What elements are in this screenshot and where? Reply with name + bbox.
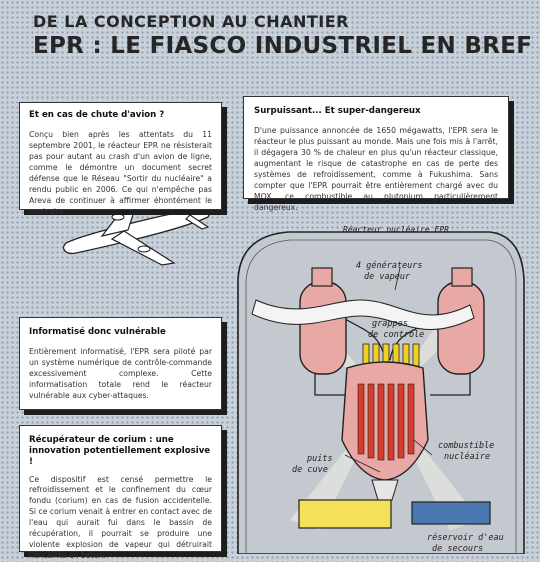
box-corium [19, 425, 222, 561]
label-reacteur: Réacteur nucléaire EPR [343, 225, 449, 234]
corium-spreading-area [299, 500, 391, 528]
box-informatise-heading: Informatisé donc vulnérable [29, 327, 166, 337]
box-chute-avion [19, 102, 222, 216]
label-grappes-2: de contrôle [368, 330, 425, 340]
box-corium-heading: Récupérateur de corium : une innovation potentiellement explosive ! [29, 435, 211, 468]
label-generateurs-1: 4 générateurs [356, 261, 423, 271]
box-surpuissant-text: D'une puissance annoncée de 1650 mégawatts, l'EPR sera le réacteur le plus puissant au monde. Mais une fois mis à l'arrêt, il dégagera 30 % de chaleur en plus qu'un réacteur classique, augmentant le risque de catastrophe en cas de perte des systèmes de refroidissement, comme à Fukushima. Sans compter que l'EPR pourrait être entièrement chargé avec du MOX, ce combustible au plutonium particulièrement dangereux. [254, 126, 498, 212]
box-chute-avion-heading: Et en cas de chute d'avion ? [29, 110, 165, 120]
box-corium-text: Ce dispositif est censé permettre le refroidissement et le confinement du cœur fondu (corium) en cas de fusion accidentelle. Si ce corium venait à entrer en contact avec de l'eau qui aurait fui dans le bassin de récupération, il pourrait se produire une violente explosion de vapeur qui détruirait l'enceinte en béton. [29, 474, 212, 561]
box-informatise-text: Entièrement informatisé, l'EPR sera piloté par un système numérique de contrôle-commande excessivement complexe. Cette informatisation totale rend le réacteur vulnérable aux cyber-attaques. [29, 347, 212, 400]
label-combustible-1: combustible [438, 441, 495, 451]
label-generateurs-2: de vapeur [364, 272, 411, 282]
box-chute-avion-text: Conçu bien après les attentats du 11 septembre 2001, le réacteur EPR ne résisterait pas pour autant au crash d'un avion de ligne, comme le démontre un document secret défense que le Réseau "Sortir du nucléaire" a rendu public en 2006. Ce qui n'empêche pas Areva de continuer à affirmer éhontément le contraire. [29, 130, 212, 216]
box-surpuissant [243, 96, 509, 212]
reactor-vessel [342, 362, 428, 480]
page-supertitle: DE LA CONCEPTION AU CHANTIER [33, 12, 349, 31]
label-grappes-1: grappes [372, 319, 408, 329]
emergency-water-tank [412, 502, 490, 524]
label-reservoir-2: de secours [432, 544, 484, 554]
label-combustible-2: nucléaire [444, 452, 491, 462]
label-puits-2: de cuve [292, 465, 328, 475]
box-informatise [19, 317, 222, 410]
box-surpuissant-heading: Surpuissant... Et super-dangereux [254, 106, 421, 116]
page-title: EPR : LE FIASCO INDUSTRIEL EN BREF [33, 33, 533, 59]
label-puits-1: puits [307, 454, 333, 464]
label-reservoir-1: réservoir d'eau [427, 533, 504, 543]
